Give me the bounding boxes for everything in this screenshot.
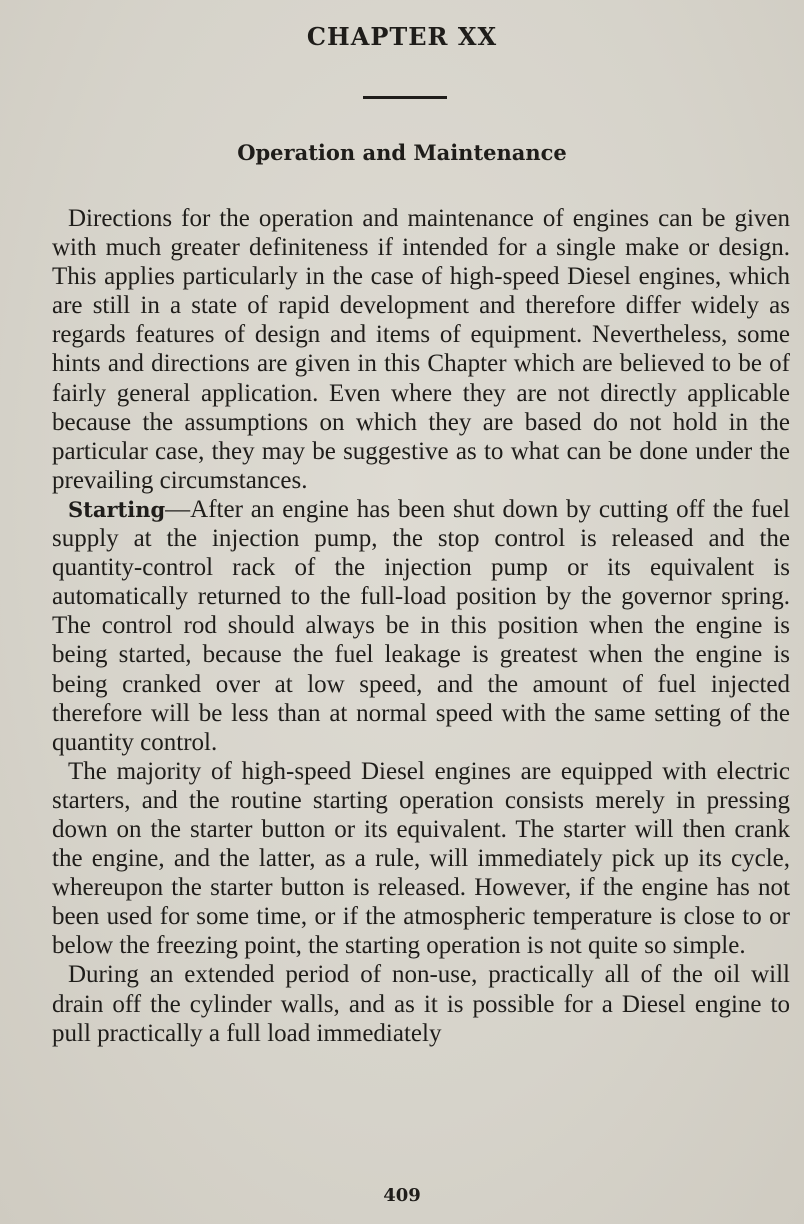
run-in-heading-starting: Starting — [68, 496, 166, 522]
paragraph-starting — [52, 495, 790, 757]
chapter-heading: CHAPTER XX — [306, 22, 498, 51]
section-title: Operation and Maintenance — [237, 140, 567, 165]
paragraph-starting-text: —After an engine has been shut down by cutting off the fuel supply at the injection pump, the stop control is released and the quantity-control rack of the injection pump or its equivalent is automatically returned to the full-load position by the governor spring. The control rod should always be in this position when the engine is being started, because the fuel leakage is greatest when the engine is being cranked over at low speed, and the amount of fuel injected therefore will be less than at normal speed with the same setting of the quantity control. — [52, 495, 790, 756]
paragraph-intro: Directions for the operation and maintenance of engines can be given with much greater definiteness if intended for a single make or design. This applies particularly in the case of high-speed Diesel engines, which are still in a state of rapid development and therefore differ widely as regards features of design and items of equipment. Nevertheless, some hints and directions are given in this Chapter which are believed to be of fairly general application. Even where they are not directly applicable because the assumptions on which they are based do not hold in the particular case, they may be suggestive as to what can be done under the prevailing circumstances. — [52, 205, 790, 494]
paragraph-non-use: During an extended period of non-use, practically all of the oil will drain off the cylinder walls, and as it is possible for a Diesel engine to pull practically a full load immediately — [52, 961, 790, 1047]
paragraph-electric-starters: The majority of high-speed Diesel engines are equipped with electric starters, and the routine starting operation consists merely in pressing down on the starter button or its equivalent. The starter will then crank the engine, and the latter, as a rule, will immediately pick up its cycle, whereupon the starter button is released. However, if the engine has not been used for some time, or if the atmospheric temperature is close to or below the freezing point, the starting operation is not quite so simple. — [52, 757, 790, 960]
page-number: 409 — [383, 1185, 421, 1206]
heading-rule — [363, 96, 447, 99]
body-text — [52, 204, 790, 1048]
